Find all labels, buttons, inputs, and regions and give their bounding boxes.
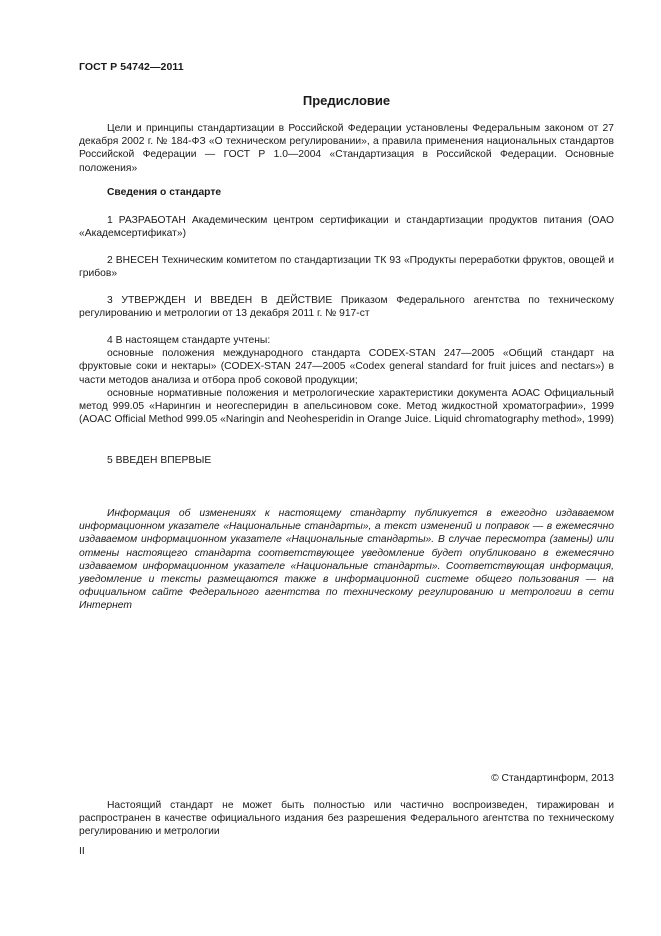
- item-5: [79, 454, 614, 467]
- changes-notice: [79, 507, 614, 613]
- page-number: II: [79, 846, 85, 857]
- item-5-text: 5 ВВЕДЕН ВПЕРВЫЕ: [107, 455, 212, 466]
- item-1-text: 1 РАЗРАБОТАН Академическим центром сертификации и стандартизации продуктов питания (ОАО «Академсертификат»): [79, 215, 614, 240]
- intro-text: Цели и принципы стандартизации в Российской Федерации установлены Федеральным законом от 27 декабря 2002 г. № 184-ФЗ «О техническом регулировании», а правила применения национальных стандартов Российской Федерации — ГОСТ Р 1.0—2004 «Стандартизация в Российской Федерации. Основные положения»: [79, 123, 614, 174]
- item-4: [79, 334, 614, 426]
- item-1: [79, 214, 614, 240]
- changes-notice-text: Информация об изменениях к настоящему стандарту публикуется в ежегодно издаваемом информационном указателе «Национальные стандарты», а текст изменений и поправок — в ежемесячно издаваемом информационном указателе «Национальные стандарты». В случае пересмотра (замены) или отмены настоящего стандарта соответствующее уведомление будет опубликовано в ежемесячно издаваемом информационном указателе «Национальные стандарты». Соответствующая информация, уведомление и тексты размещаются также в информационной системе общего пользования — на официальном сайте Федерального агентства по техническому регулированию и метрологии в сети Интернет: [79, 508, 614, 612]
- copyright: © Стандартинформ, 2013: [491, 773, 614, 784]
- reproduction-notice: [79, 799, 614, 839]
- document-code: ГОСТ Р 54742—2011: [79, 61, 184, 73]
- item-2: [79, 254, 614, 280]
- standard-info-heading: Сведения о стандарте: [107, 187, 222, 198]
- item-2-text: 2 ВНЕСЕН Техническим комитетом по стандартизации ТК 93 «Продукты переработки фруктов, овощей и грибов»: [79, 255, 614, 280]
- item-4-paragraph-1: основные положения международного стандарта CODEX-STAN 247—2005 «Общий стандарт на фруктовые соки и нектары» (CODEX-STAN 247—2005 «Codex general standard for fruit juices and nectars») в части методов анализа и отбора проб соковой продукции;: [79, 348, 614, 386]
- reproduction-notice-text: Настоящий стандарт не может быть полностью или частично воспроизведен, тиражирован и распространен в качестве официального издания без разрешения Федерального агентства по техническому регулированию и метрологии: [79, 800, 614, 838]
- item-3: [79, 294, 614, 320]
- item-3-text: 3 УТВЕРЖДЕН И ВВЕДЕН В ДЕЙСТВИЕ Приказом Федерального агентства по техническому регулированию и метрологии от 13 декабря 2011 г. № 917-ст: [79, 295, 614, 320]
- page-title: Предисловие: [302, 93, 391, 108]
- item-4-paragraph-2: основные нормативные положения и метрологические характеристики документа АОАС Официальный метод 999.05 «Нарингин и неогесперидин в апельсиновом соке. Метод жидкостной хроматографии», 1999 (AOAC Official Method 999.05 «Naringin and Neohesperidin in Orange Juice. Liquid chromatography method», 1999): [79, 387, 614, 426]
- intro-paragraph: [79, 122, 614, 175]
- item-4-heading: 4 В настоящем стандарте учтены:: [107, 335, 271, 346]
